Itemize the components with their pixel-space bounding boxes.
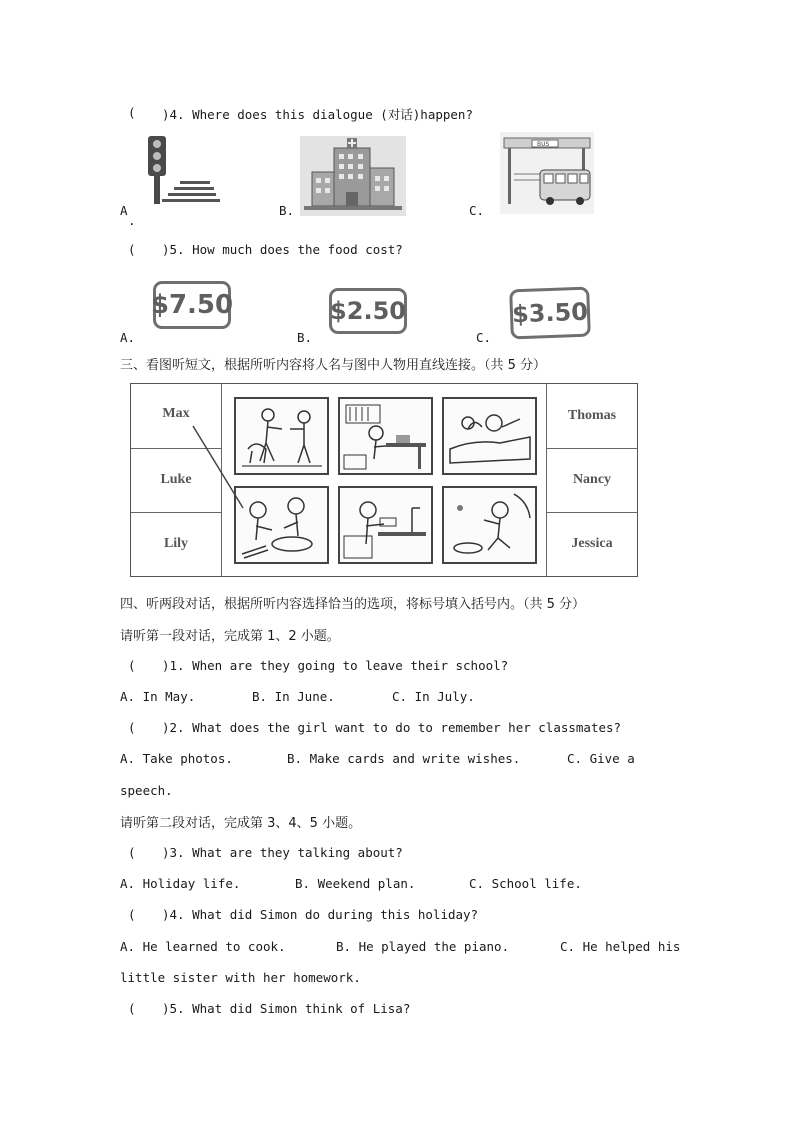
s4-q3-option-c: C. School life. bbox=[469, 876, 582, 891]
s4-q4-question: )4. What did Simon do during this holiday? bbox=[162, 907, 479, 922]
section-4-part1-intro: 请听第一段对话，完成第 1、2 小题。 bbox=[120, 629, 340, 644]
bus-stop-sign-text: BUS bbox=[537, 141, 550, 148]
section-4-title: 四、听两段对话，根据所听内容选择恰当的选项，将标号填入括号内。（共 5 分） bbox=[120, 597, 586, 612]
s4-q2-option-b: B. Make cards and write wishes. bbox=[287, 751, 521, 766]
bus-stop-icon bbox=[500, 132, 594, 214]
name-lily: Lily bbox=[163, 536, 189, 551]
q5-top-question: )5. How much does the food cost? bbox=[162, 242, 403, 257]
q4-top-option-b: B. bbox=[279, 203, 295, 218]
q5-top-option-b: B. bbox=[297, 330, 313, 345]
s4-q3-paren: ( bbox=[128, 845, 136, 860]
example-connecting-line bbox=[131, 384, 637, 576]
s4-q2-question: )2. What does the girl want to do to remember her classmates? bbox=[162, 720, 622, 735]
q4-top-option-a-dot: . bbox=[128, 213, 136, 228]
s4-q2-option-c-cont: speech. bbox=[120, 783, 173, 798]
q4-top-question: )4. Where does this dialogue (对话)happen? bbox=[162, 107, 473, 122]
s4-q4-option-c: C. He helped his bbox=[560, 939, 681, 954]
s4-q5-question: )5. What did Simon think of Lisa? bbox=[162, 1001, 411, 1016]
s4-q3-question: )3. What are they talking about? bbox=[162, 845, 403, 860]
s4-q2-option-a: A. Take photos. bbox=[120, 751, 233, 766]
s4-q1-paren: ( bbox=[128, 658, 136, 673]
traffic-light-crosswalk-icon bbox=[140, 132, 230, 208]
q4-top-option-c: C. bbox=[469, 203, 485, 218]
s4-q4-option-c-cont: little sister with her homework. bbox=[120, 970, 361, 985]
price-tag-b: $2.50 bbox=[329, 288, 407, 334]
s4-q2-paren: ( bbox=[128, 720, 136, 735]
name-luke: Luke bbox=[160, 472, 192, 487]
s4-q4-paren: ( bbox=[128, 907, 136, 922]
name-thomas: Thomas bbox=[567, 408, 617, 423]
q4-top-option-a: A bbox=[120, 203, 128, 218]
matching-table bbox=[130, 383, 638, 577]
s4-q3-option-b: B. Weekend plan. bbox=[295, 876, 416, 891]
s4-q2-option-c: C. Give a bbox=[567, 751, 635, 766]
s4-q5-paren: ( bbox=[128, 1001, 136, 1016]
name-nancy: Nancy bbox=[572, 472, 612, 487]
q5-top-paren: ( bbox=[128, 242, 136, 257]
q5-top-option-c: C. bbox=[476, 330, 492, 345]
name-jessica: Jessica bbox=[571, 536, 613, 551]
name-max: Max bbox=[162, 406, 190, 421]
s4-q3-option-a: A. Holiday life. bbox=[120, 876, 241, 891]
hospital-building-icon bbox=[300, 136, 406, 216]
s4-q1-question: )1. When are they going to leave their school? bbox=[162, 658, 509, 673]
s4-q4-option-b: B. He played the piano. bbox=[336, 939, 510, 954]
s4-q1-option-c: C. In July. bbox=[392, 689, 475, 704]
section-3-title: 三、看图听短文，根据所听内容将人名与图中人物用直线连接。（共 5 分） bbox=[120, 358, 547, 373]
s4-q1-option-b: B. In June. bbox=[252, 689, 335, 704]
q5-top-option-a: A. bbox=[120, 330, 136, 345]
q4-top-paren: ( bbox=[128, 105, 136, 120]
price-tag-c: $3.50 bbox=[509, 287, 591, 340]
price-tag-a: $7.50 bbox=[153, 281, 231, 329]
s4-q4-option-a: A. He learned to cook. bbox=[120, 939, 286, 954]
s4-q1-option-a: A. In May. bbox=[120, 689, 196, 704]
section-4-part2-intro: 请听第二段对话，完成第 3、4、5 小题。 bbox=[120, 816, 362, 831]
